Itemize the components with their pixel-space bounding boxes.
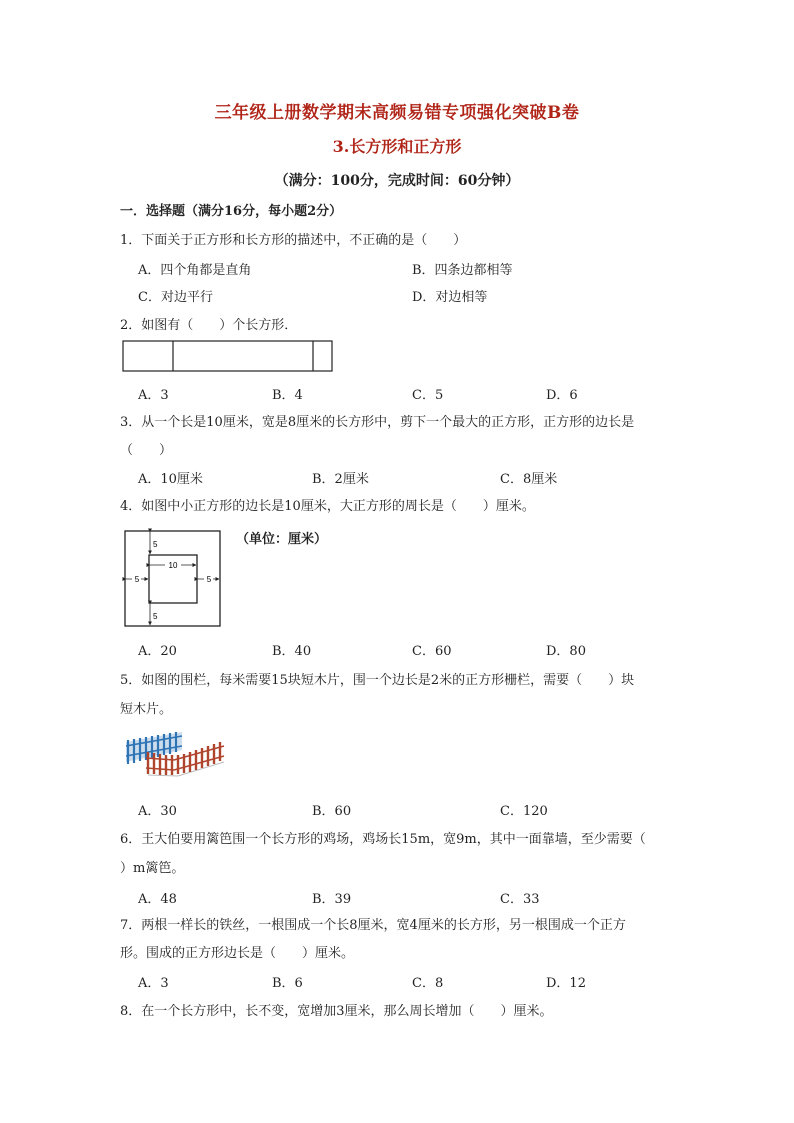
chapter-title: 3.长方形和正方形 <box>332 137 462 156</box>
question-1-option-d: D．对边相等 <box>412 290 488 305</box>
question-6-stem-line1: 6．王大伯要用篱笆围一个长方形的鸡场，鸡场长15m，宽9m，其中一面靠墙，至少需要（ <box>120 832 646 847</box>
nested-squares-figure <box>122 528 224 632</box>
question-1-option-a: A．四个角都是直角 <box>138 263 252 278</box>
question-4-option-d: D．80 <box>546 644 586 659</box>
fence-image <box>124 728 228 778</box>
question-4-stem: 4．如图中小正方形的边长是10厘米，大正方形的周长是（ ）厘米。 <box>120 499 535 514</box>
question-8-stem: 8．在一个长方形中，长不变，宽增加3厘米，那么周长增加（ ）厘米。 <box>120 1004 553 1019</box>
question-7-option-d: D．12 <box>546 976 586 991</box>
section-heading: 一．选择题（满分16分，每小题2分） <box>120 204 343 219</box>
question-2-option-c: C．5 <box>412 388 444 403</box>
label-bottom-5: 5 <box>153 612 158 621</box>
question-1-option-c: C．对边平行 <box>138 290 213 305</box>
question-7-option-c: C．8 <box>412 976 444 991</box>
question-6-option-b: B．39 <box>312 892 352 907</box>
question-5-stem-line2: 短木片。 <box>120 702 173 717</box>
exam-info: （满分：100分，完成时间：60分钟） <box>274 173 520 189</box>
question-4-option-a: A．20 <box>138 644 177 659</box>
question-7-stem-line2: 形。围成的正方形边长是（ ）厘米。 <box>120 946 355 961</box>
question-1-option-b: B．四条边都相等 <box>412 263 513 278</box>
label-right-5: 5 <box>206 575 212 584</box>
question-1-stem: 1．下面关于正方形和长方形的描述中，不正确的是（ ） <box>120 233 467 248</box>
question-2-stem: 2．如图有（ ）个长方形． <box>120 318 298 333</box>
question-6-option-a: A．48 <box>138 892 177 907</box>
question-5-option-c: C．120 <box>500 804 548 819</box>
question-5-option-a: A．30 <box>138 804 177 819</box>
question-7-option-a: A．3 <box>138 976 169 991</box>
question-4-option-b: B．40 <box>272 644 312 659</box>
question-5-stem-line1: 5．如图的围栏，每米需要15块短木片，围一个边长是2米的正方形栅栏，需要（ ）块 <box>120 673 635 688</box>
question-3-option-a: A．10厘米 <box>138 472 203 487</box>
question-3-stem-line2: （ ） <box>120 443 173 458</box>
question-2-option-d: D．6 <box>546 388 578 403</box>
rectangles-figure <box>122 340 334 374</box>
document-title: 三年级上册数学期末高频易错专项强化突破B卷 <box>214 103 580 123</box>
figure-unit-note: （单位：厘米） <box>236 532 328 547</box>
label-inner-10: 10 <box>168 561 178 570</box>
question-5-option-b: B．60 <box>312 804 352 819</box>
question-6-stem-line2: ）m篱笆。 <box>120 861 185 876</box>
question-2-option-b: B．4 <box>272 388 303 403</box>
question-7-option-b: B．6 <box>272 976 303 991</box>
question-4-option-c: C．60 <box>412 644 452 659</box>
question-6-option-c: C．33 <box>500 892 540 907</box>
question-3-option-b: B．2厘米 <box>312 472 369 487</box>
question-3-stem-line1: 3．从一个长是10厘米，宽是8厘米的长方形中，剪下一个最大的正方形，正方形的边长是 <box>120 415 635 430</box>
question-7-stem-line1: 7．两根一样长的铁丝，一根围成一个长8厘米，宽4厘米的长方形，另一根围成一个正方 <box>120 918 626 933</box>
question-2-option-a: A．3 <box>138 388 169 403</box>
question-3-option-c: C．8厘米 <box>500 472 558 487</box>
label-left-5: 5 <box>134 575 140 584</box>
label-top-5: 5 <box>153 540 158 549</box>
